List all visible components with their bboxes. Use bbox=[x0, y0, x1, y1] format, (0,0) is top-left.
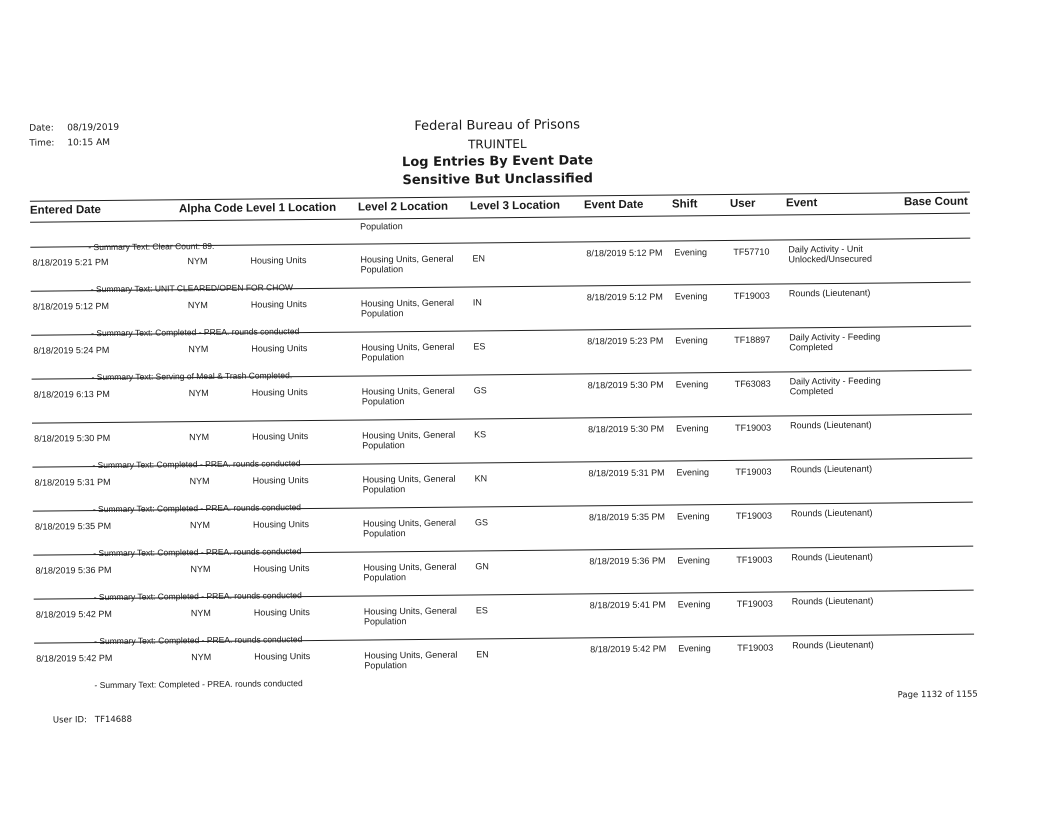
event-date-cell: 8/18/2019 5:12 PM bbox=[586, 291, 663, 303]
alpha-code-cell: NYM bbox=[191, 651, 212, 663]
event-cell: Rounds (Lieutenant) bbox=[791, 595, 874, 607]
event-cell: Rounds (Lieutenant) bbox=[791, 551, 873, 563]
level2-cell: Housing Units, General Population bbox=[362, 429, 456, 451]
summary-text: - Summary Text: Serving of Meal & Trash Completed. bbox=[91, 370, 293, 383]
level3-cell: KS bbox=[474, 429, 487, 440]
level1-cell: Housing Units bbox=[252, 519, 310, 530]
level1-cell: Housing Units bbox=[252, 475, 309, 486]
event-cell: Daily Activity - Feeding Completed bbox=[789, 375, 881, 397]
level1-cell: Housing Units bbox=[251, 387, 308, 398]
event-date-cell: 8/18/2019 5:35 PM bbox=[588, 511, 666, 523]
entered-date-cell: 8/18/2019 5:12 PM bbox=[32, 300, 109, 312]
col-level3: Level 3 Location bbox=[469, 199, 561, 213]
report-date bbox=[29, 123, 119, 134]
alpha-code-cell: NYM bbox=[189, 431, 210, 443]
shift-cell: Evening bbox=[678, 643, 711, 654]
user-cell: TF57710 bbox=[733, 246, 770, 257]
summary-text: - Summary Text: Completed - PREA. rounds conducted bbox=[93, 546, 302, 559]
level1-cell: Housing Units bbox=[251, 343, 308, 354]
shift-cell: Evening bbox=[674, 291, 708, 302]
shift-cell: Evening bbox=[677, 555, 710, 566]
user-cell: TF19003 bbox=[735, 466, 772, 477]
footer-user-id bbox=[53, 715, 132, 726]
event-cell: Rounds (Lieutenant) bbox=[790, 507, 873, 519]
level1-cell: Housing Units bbox=[252, 431, 309, 442]
event-cell: Rounds (Lieutenant) bbox=[790, 419, 872, 431]
level1-cell: Housing Units bbox=[254, 651, 311, 662]
level3-cell: EN bbox=[472, 253, 486, 264]
shift-cell: Evening bbox=[676, 423, 709, 434]
time-label: Time: bbox=[29, 138, 55, 149]
entered-date-cell: 8/18/2019 5:31 PM bbox=[34, 476, 111, 488]
shift-cell: Evening bbox=[677, 599, 711, 610]
level3-cell: GS bbox=[473, 385, 487, 396]
entered-date-cell: 8/18/2019 5:30 PM bbox=[34, 432, 111, 444]
shift-cell: Evening bbox=[675, 335, 708, 346]
entered-date-cell: 8/18/2019 5:42 PM bbox=[36, 652, 113, 664]
level1-cell: Housing Units bbox=[250, 299, 307, 310]
alpha-code-cell: NYM bbox=[187, 299, 208, 311]
col-alpha-code: Alpha Code bbox=[178, 202, 243, 216]
level2-cell: Housing Units, General Population bbox=[362, 517, 457, 539]
col-base-count: Base Count bbox=[903, 195, 968, 209]
report-title-block bbox=[377, 116, 618, 190]
user-cell: TF19003 bbox=[736, 598, 773, 609]
col-event-date: Event Date bbox=[583, 198, 644, 212]
time-value: 10:15 AM bbox=[67, 137, 111, 149]
user-cell: TF18897 bbox=[734, 334, 771, 345]
report-title: Log Entries By Event Date bbox=[401, 153, 594, 171]
event-cell: Rounds (Lieutenant) bbox=[790, 463, 873, 475]
col-entered-date: Entered Date bbox=[29, 204, 101, 217]
summary-text: - Summary Text: Completed - PREA. rounds conducted bbox=[94, 678, 303, 691]
summary-text: - Summary Text: UNIT CLEARED/OPEN FOR CHOW bbox=[90, 282, 294, 295]
shift-cell: Evening bbox=[674, 247, 707, 258]
summary-text: - Summary Text: Completed - PREA. rounds conducted bbox=[92, 458, 301, 471]
shift-cell: Evening bbox=[676, 511, 710, 522]
event-cell: Rounds (Lieutenant) bbox=[792, 639, 874, 651]
entered-date-cell: 8/18/2019 5:21 PM bbox=[32, 256, 109, 268]
level2-cell: Housing Units, General Population bbox=[360, 253, 454, 275]
shift-cell: Evening bbox=[676, 467, 710, 478]
alpha-code-cell: NYM bbox=[190, 563, 211, 575]
report-time bbox=[29, 138, 110, 149]
col-event: Event bbox=[785, 197, 818, 210]
shift-cell: Evening bbox=[675, 379, 709, 390]
carryover-level2: Population bbox=[360, 221, 403, 232]
level1-cell: Housing Units bbox=[253, 607, 310, 618]
event-date-cell: 8/18/2019 5:31 PM bbox=[588, 467, 665, 479]
carryover-summary: - Summary Text: Clear Count: 89. bbox=[88, 240, 215, 253]
user-cell: TF63083 bbox=[734, 378, 771, 389]
entered-date-cell: 8/18/2019 5:35 PM bbox=[34, 520, 112, 532]
level3-cell: ES bbox=[475, 605, 488, 616]
classification: Sensitive But Unclassified bbox=[402, 171, 593, 189]
alpha-code-cell: NYM bbox=[189, 475, 210, 487]
level2-cell: Housing Units, General Population bbox=[360, 297, 454, 319]
level2-cell: Housing Units, General Population bbox=[361, 341, 455, 363]
date-value: 08/19/2019 bbox=[67, 122, 120, 134]
entered-date-cell: 8/18/2019 5:42 PM bbox=[35, 608, 112, 620]
level3-cell: GN bbox=[475, 561, 489, 572]
level2-cell: Housing Units, General Population bbox=[364, 649, 458, 671]
level3-cell: GS bbox=[474, 517, 489, 528]
level3-cell: KN bbox=[474, 473, 488, 484]
level3-cell: IN bbox=[472, 297, 482, 308]
page-number: Page 1132 of 1155 bbox=[897, 689, 978, 701]
alpha-code-cell: NYM bbox=[187, 255, 208, 267]
event-date-cell: 8/18/2019 5:36 PM bbox=[589, 555, 666, 567]
level2-cell: Housing Units, General Population bbox=[362, 473, 456, 495]
event-date-cell: 8/18/2019 5:42 PM bbox=[590, 643, 667, 655]
col-level2: Level 2 Location bbox=[357, 200, 449, 214]
level2-cell: Housing Units, General Population bbox=[363, 605, 457, 627]
user-id-label: User ID: bbox=[52, 715, 87, 726]
col-level1: Level 1 Location bbox=[245, 201, 337, 215]
level3-cell: EN bbox=[476, 649, 489, 660]
summary-text: - Summary Text: Completed - PREA. rounds conducted bbox=[94, 634, 303, 647]
entered-date-cell: 8/18/2019 6:13 PM bbox=[33, 388, 110, 400]
user-cell: TF19003 bbox=[735, 510, 773, 521]
event-cell: Rounds (Lieutenant) bbox=[788, 287, 871, 299]
user-cell: TF19003 bbox=[735, 422, 772, 433]
event-date-cell: 8/18/2019 5:30 PM bbox=[588, 423, 665, 435]
summary-text: - Summary Text: Completed - PREA. rounds conducted bbox=[93, 590, 302, 603]
entered-date-cell: 8/18/2019 5:36 PM bbox=[35, 564, 112, 576]
event-date-cell: 8/18/2019 5:12 PM bbox=[586, 247, 663, 259]
alpha-code-cell: NYM bbox=[188, 387, 209, 399]
level2-cell: Housing Units, General Population bbox=[361, 385, 455, 407]
col-shift: Shift bbox=[671, 198, 698, 211]
event-date-cell: 8/18/2019 5:23 PM bbox=[587, 335, 664, 347]
summary-text: - Summary Text: Completed - PREA. rounds conducted bbox=[91, 326, 300, 339]
event-date-cell: 8/18/2019 5:41 PM bbox=[589, 599, 666, 611]
entered-date-cell: 8/18/2019 5:24 PM bbox=[33, 344, 110, 356]
user-cell: TF19003 bbox=[733, 290, 770, 301]
alpha-code-cell: NYM bbox=[189, 519, 211, 531]
user-cell: TF19003 bbox=[736, 554, 773, 565]
col-user: User bbox=[729, 197, 756, 210]
org-name: Federal Bureau of Prisons bbox=[414, 117, 581, 134]
level1-cell: Housing Units bbox=[250, 255, 307, 266]
summary-text: - Summary Text: Completed - PREA. rounds conducted bbox=[92, 502, 302, 515]
level1-cell: Housing Units bbox=[253, 563, 310, 574]
system-name: TRUINTEL bbox=[467, 136, 527, 152]
alpha-code-cell: NYM bbox=[190, 607, 211, 619]
level2-cell: Housing Units, General Population bbox=[363, 561, 457, 583]
level3-cell: ES bbox=[473, 341, 486, 352]
event-date-cell: 8/18/2019 5:30 PM bbox=[587, 379, 664, 391]
header-bottom-rule bbox=[30, 213, 970, 223]
user-cell: TF19003 bbox=[737, 642, 774, 653]
date-label: Date: bbox=[29, 123, 54, 134]
user-id-value: TF14688 bbox=[94, 714, 133, 726]
event-cell: Daily Activity - Unit Unlocked/Unsecured bbox=[788, 243, 873, 265]
event-cell: Daily Activity - Feeding Completed bbox=[789, 331, 881, 353]
alpha-code-cell: NYM bbox=[188, 343, 209, 355]
